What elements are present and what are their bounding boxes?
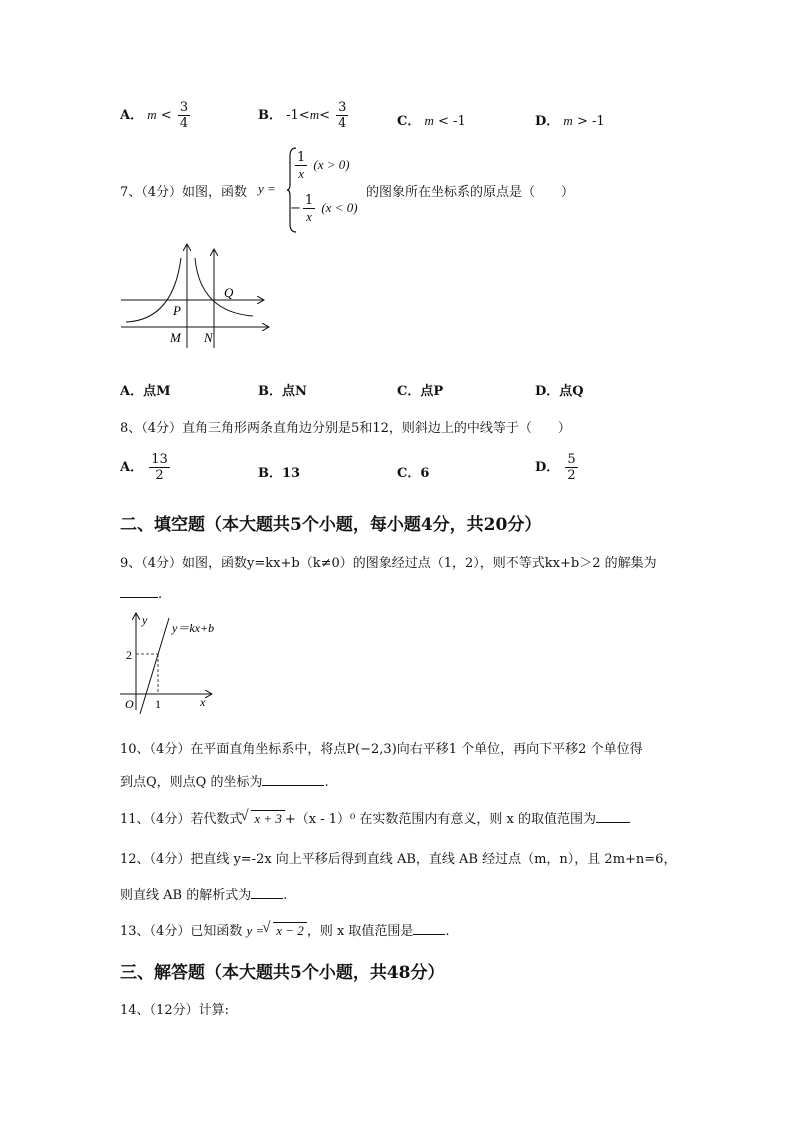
q9-tick-1: 1 <box>155 697 161 711</box>
q6-b-fraction: $\frac{3}{4}$ <box>338 100 347 131</box>
q10-line1: 10、（4分）在平面直角坐标系中，将点P(−2,3)向右平移1 个单位，再向下平移2 个单位得 <box>120 742 643 757</box>
q14-text: 14、（12分）计算: <box>120 1003 229 1018</box>
q7-option-b: B．点N <box>258 384 307 399</box>
q7-option-d: D．点Q <box>535 384 584 399</box>
q7-label-m: M <box>170 330 181 345</box>
q9-label-y: y <box>142 613 148 627</box>
q10-answer-blank <box>262 773 324 786</box>
q9-text: 9、（4分）如图，函数y=kx+b（k≠0）的图象经过点（1，2），则不等式kx+b＞2 的解集为 <box>120 556 657 571</box>
q9-line-label: y＝kx+b <box>172 621 215 635</box>
section3-heading: 三、解答题（本大题共5个小题，共48分） <box>120 963 445 983</box>
q11-answer-blank <box>596 810 630 823</box>
q11-sqrt: √ x + 3 <box>251 810 285 827</box>
q11-text: 11、（4分）若代数式√ x + 3 +（x - 1）⁰ 在实数范围内有意义，则 x 的取值范围为 <box>120 808 630 827</box>
q9-label-origin: O <box>125 697 134 711</box>
q8-option-a: A． $\frac{13}{2}$ <box>120 452 168 483</box>
q7-case1: $\frac{1}{x}$ (x > 0) <box>297 150 350 181</box>
q7-option-c: C．点P <box>397 384 444 399</box>
q9-figure <box>116 610 226 714</box>
q7-label-p: P <box>173 303 181 318</box>
section2-heading: 二、填空题（本大题共5个小题，每小题4分，共20分） <box>120 515 542 535</box>
q13-answer-blank <box>413 922 445 935</box>
q8-text: 8、（4分）直角三角形两条直角边分别是5和12，则斜边上的中线等于（ ） <box>120 421 571 436</box>
q6-option-d: D． m > -1 <box>535 113 605 129</box>
q7-label-q: Q <box>224 285 234 300</box>
q7-label-n: N <box>204 330 213 345</box>
q12-answer-blank <box>251 886 283 899</box>
q8-option-b: B．13 <box>258 466 301 481</box>
q8-option-c: C．6 <box>397 466 430 481</box>
q8-option-d: D． $\frac{5}{2}$ <box>535 452 576 483</box>
q7-case2: − $\frac{1}{x}$ (x < 0) <box>290 193 358 224</box>
q6-option-b: B． -1<m< $\frac{3}{4}$ <box>258 100 347 131</box>
q9-label-x: x <box>200 695 206 709</box>
q12-line1: 12、（4分）把直线 y=-2x 向上平移后得到直线 AB，直线 AB 经过点（m，n），且 2m+n=6， <box>120 852 677 867</box>
q13-text: 13、（4分）已知函数 y =√ x − 2 ，则 x 取值范围是 . <box>120 920 450 939</box>
q6-option-c: C． m < -1 <box>397 113 466 129</box>
q7-suffix: 的图象所在坐标系的原点是（ ） <box>366 185 575 200</box>
q7-figure <box>118 240 276 352</box>
q9-tick-2: 2 <box>126 648 132 662</box>
q6-a-fraction: $\frac{3}{4}$ <box>179 100 189 131</box>
q7-y-equals: y = <box>258 181 276 196</box>
q12-line2: 则直线 AB 的解析式为 . <box>120 888 288 903</box>
q9-answer-line: . <box>120 585 162 602</box>
q7-option-a: A．点M <box>120 384 171 399</box>
q9-answer-blank <box>120 585 158 598</box>
q10-line2: 到点Q，则点Q 的坐标为 . <box>120 775 329 790</box>
q7-prefix: 7、（4分）如图，函数 <box>120 185 248 200</box>
q6-option-a: A． m < $\frac{3}{4}$ <box>120 100 189 131</box>
q13-sqrt: √ x − 2 <box>273 922 307 939</box>
